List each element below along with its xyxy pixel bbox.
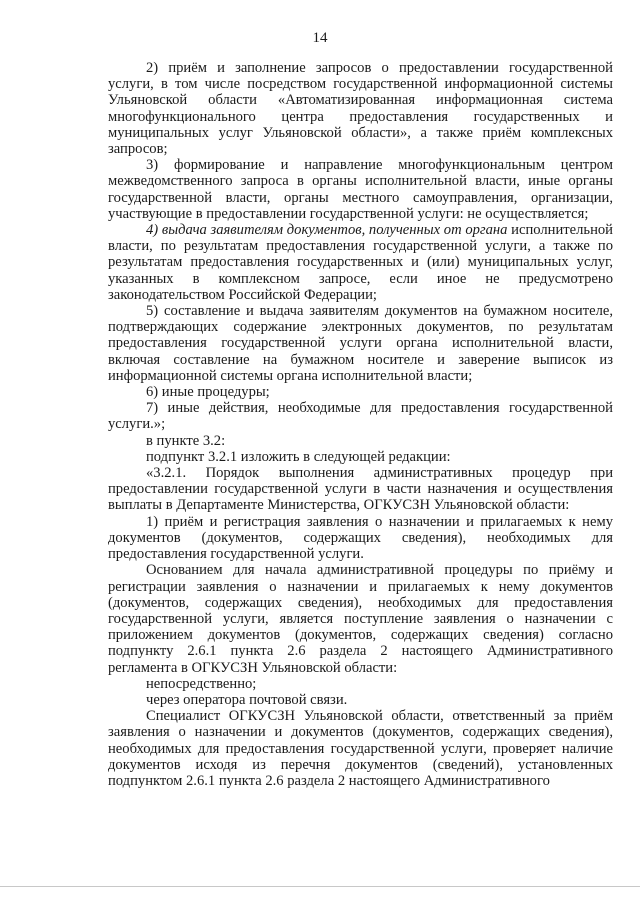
paragraph-clause-3-2: в пункте 3.2: xyxy=(146,432,226,449)
paragraph-directly: непосредственно; xyxy=(146,675,257,692)
paragraph-item-2: 2) приём и заполнение запросов о предоставлении государственной услуги, в том числе посредством государственной информационной системы Ульяновской области «Автоматизированная информационная система многофункционального центра предоставления государственных и муниципальных услуг Ульяновской области», а также приём комплексных запросов; xyxy=(108,60,613,158)
paragraph-item-3: 3) формирование и направление многофункциональным центром межведомственного запроса в органы исполнительной власти, иные органы государственной власти, органы местного самоуправления, организации, участвующие в предоставлении государственной услуги: не осуществляется; xyxy=(108,157,613,222)
paragraph-subclause-instruction: подпункт 3.2.1 изложить в следующей редакции: xyxy=(146,448,451,465)
paragraph-subclause-3-2-1: «3.2.1. Порядок выполнения административных процедур при предоставлении государственной услуги в части назначения и осуществления выплаты в Департаменте Министерства, ОГКУСЗН Ульяновской области: xyxy=(108,465,613,514)
paragraph-item-7: 7) иные действия, необходимые для предоставления государственной услуги.»; xyxy=(108,400,613,433)
paragraph-specialist: Специалист ОГКУСЗН Ульяновской области, ответственный за приём заявления о назначении и документов (документов, содержащих сведения), необходимых для предоставления государственной услуги, проверяет наличие документов исходя из перечня документов (сведений), установленных подпунктом 2.6.1 пункта 2.6 раздела 2 настоящего Административного xyxy=(108,708,613,789)
paragraph-procedure-1: 1) приём и регистрация заявления о назначении и прилагаемых к нему документов (документов, содержащих сведения), необходимых для предоставления государственной услуги. xyxy=(108,513,613,563)
paragraph-item-5: 5) составление и выдача заявителям документов на бумажном носителе, подтверждающих содержание электронных документов, по результатам предоставления государственной услуги органа исполнительной власти, включая составление на бумажном носителе и заверение выписок из информационной системы органа исполнительной власти; xyxy=(108,303,613,384)
paragraph-basis: Основанием для начала административной процедуры по приёму и регистрации заявления о назначении и прилагаемых к нему документов (документов, содержащих сведения), необходимых для предоставления государственной услуги, является поступление заявления о назначении с приложением документов (документов, содержащих сведения) согласно подпункту 2.6.1 пункта 2.6 раздела 2 настоящего Административного регламента в ОГКУСЗН Ульяновской области: xyxy=(108,562,613,676)
page-bottom-edge xyxy=(0,886,640,887)
paragraph-postal: через оператора почтовой связи. xyxy=(146,691,348,708)
paragraph-item-6: 6) иные процедуры; xyxy=(146,384,270,401)
paragraph-item-4: 4) выдача заявителям документов, полученных от органа исполнительной власти, по результатам предоставления государственной услуги, а также по результатам предоставления государственных и (или) муниципальных услуг, указанных в комплексном запросе, если иное не предусмотрено законодательством Российской Федерации; xyxy=(108,222,613,303)
page-number: 14 xyxy=(312,30,328,46)
document-body xyxy=(108,60,613,789)
